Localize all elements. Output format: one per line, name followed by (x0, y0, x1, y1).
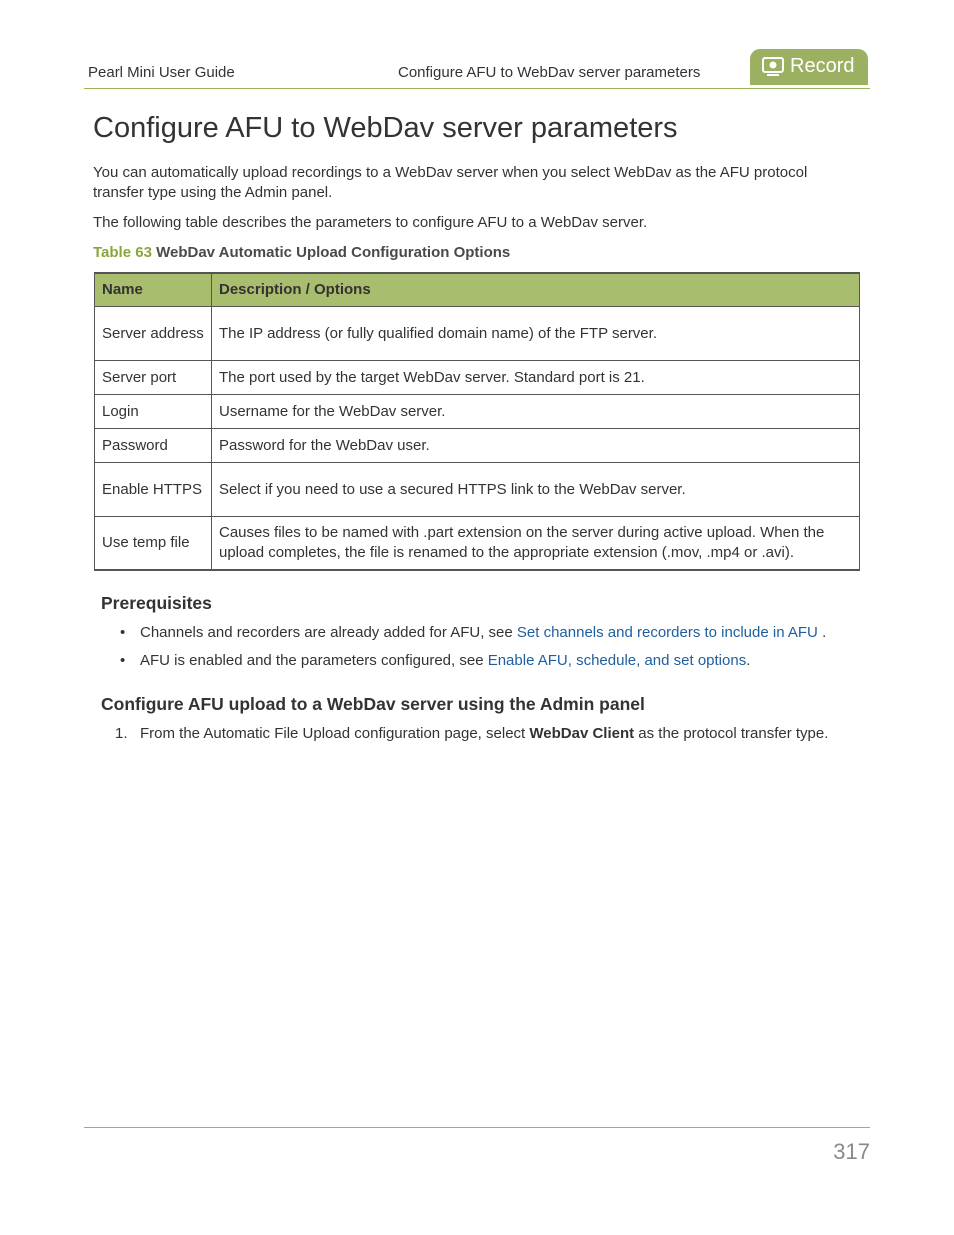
table-row (95, 395, 860, 429)
footer-divider (84, 1127, 870, 1128)
bullet-icon: • (120, 652, 126, 669)
list-item-suffix: . (746, 652, 751, 669)
procedure-steps (102, 724, 828, 752)
table-caption (93, 244, 510, 261)
guide-title: Pearl Mini User Guide (88, 64, 235, 81)
record-icon (762, 57, 784, 77)
record-tab-label: Record (790, 55, 855, 77)
prerequisites-heading: Prerequisites (101, 593, 212, 613)
list-item-text: Channels and recorders are already added for AFU, see (140, 624, 517, 641)
link-set-channels[interactable]: Set channels and recorders to include in AFU (516, 624, 818, 641)
table-header-row (95, 273, 860, 307)
table-row (95, 463, 860, 517)
step-text: From the Automatic File Upload configuration page, select (140, 725, 530, 742)
table-row (95, 429, 860, 463)
row-description: Causes files to be named with .part extension on the server during active upload. When the upload completes, the file is renamed to the appropriate extension (.mov, .mp4 or .avi). (212, 517, 860, 571)
record-tab (750, 49, 868, 85)
row-description: Select if you need to use a secured HTTPS link to the WebDav server. (212, 463, 860, 517)
row-description: Password for the WebDav user. (212, 429, 860, 463)
list-item (102, 623, 826, 651)
section-title: Configure AFU to WebDav server parameters (398, 64, 701, 81)
options-table (94, 272, 860, 571)
row-description: Username for the WebDav server. (212, 395, 860, 429)
page-number: 317 (833, 1139, 870, 1164)
row-name: Password (95, 429, 212, 463)
step-bold-term: WebDav Client (529, 725, 635, 742)
table-row (95, 361, 860, 395)
column-header-description: Description / Options (212, 273, 860, 307)
procedure-heading: Configure AFU upload to a WebDav server using the Admin panel (101, 694, 645, 714)
row-description: The port used by the target WebDav server. Standard port is 21. (212, 361, 860, 395)
link-enable-afu[interactable]: Enable AFU, schedule, and set options (487, 652, 747, 669)
prerequisites-list (102, 623, 826, 679)
table-row (95, 307, 860, 361)
list-item (102, 651, 826, 679)
step-item (102, 724, 828, 752)
step-number: 1. (115, 725, 128, 742)
row-name: Use temp file (95, 517, 212, 571)
bullet-icon: • (120, 624, 126, 641)
column-header-name: Name (95, 273, 212, 307)
table-caption-number: Table 63 (93, 244, 152, 261)
row-name: Server port (95, 361, 212, 395)
page-header (84, 48, 870, 89)
row-name: Login (95, 395, 212, 429)
step-text-after: as the protocol transfer type. (634, 725, 829, 742)
row-name: Server address (95, 307, 212, 361)
list-item-text: AFU is enabled and the parameters configured, see (140, 652, 488, 669)
list-item-suffix: . (817, 624, 827, 641)
row-description: The IP address (or fully qualified domain name) of the FTP server. (212, 307, 860, 361)
table-caption-text: WebDav Automatic Upload Configuration Options (156, 244, 511, 261)
page-title: Configure AFU to WebDav server parameters (93, 112, 678, 144)
row-name: Enable HTTPS (95, 463, 212, 517)
intro-paragraph: You can automatically upload recordings to a WebDav server when you select WebDav as the AFU protocol transfer type using the Admin panel. (93, 164, 808, 201)
table-intro-paragraph: The following table describes the parameters to configure AFU to a WebDav server. (93, 214, 648, 231)
table-row (95, 517, 860, 571)
